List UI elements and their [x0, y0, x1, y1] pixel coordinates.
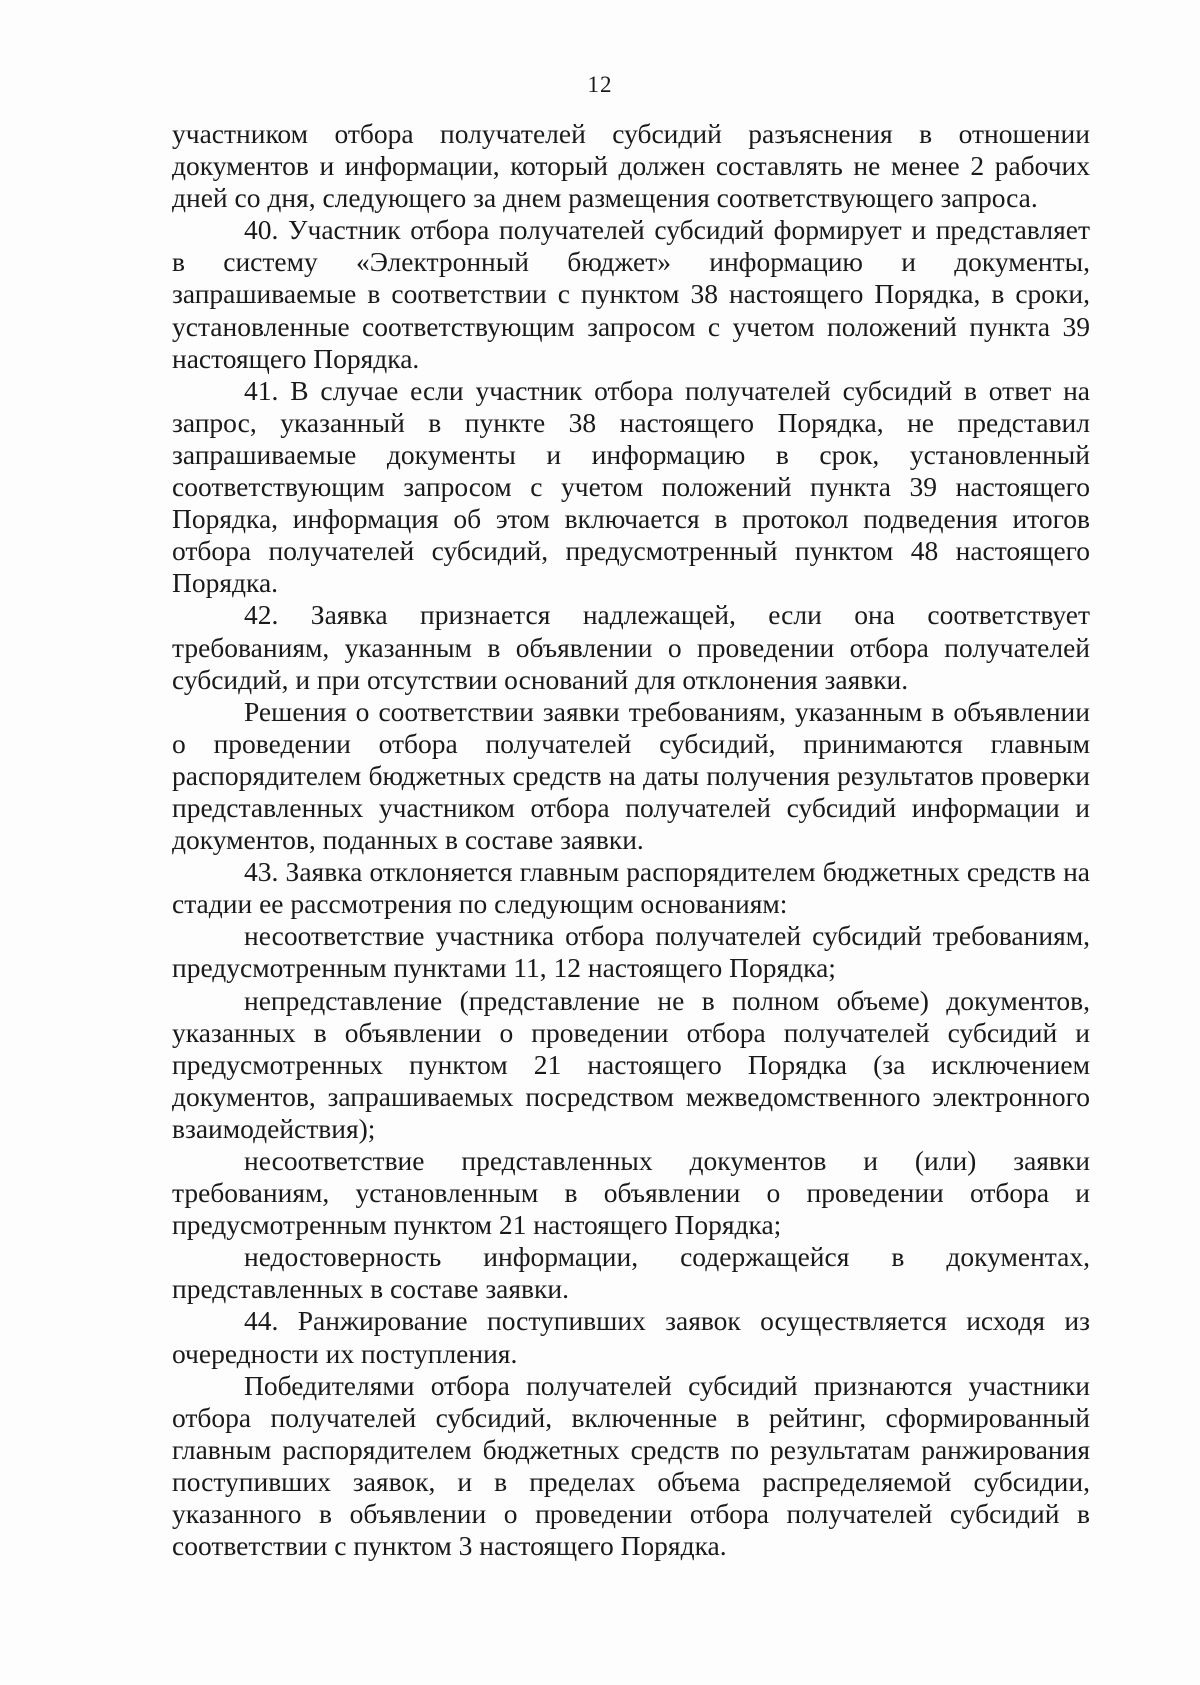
- page-number: 12: [587, 72, 613, 97]
- paragraph-item-44-winners: Победителями отбора получателей субсидий признаются участники отбора получателей субсидий, включенные в рейтинг, сформированный главным распорядителем бюджетных средств по результатам ранжирования поступивших заявок, и в пределах объема распределяемой субсидии, указанного в объявлении о проведении отбора получателей субсидий в соответствии с пунктом 3 настоящего Порядка.: [172, 1369, 1090, 1562]
- paragraph-item-44: 44. Ранжирование поступивших заявок осуществляется исходя из очередности их поступления.: [172, 1305, 1090, 1369]
- paragraph-item-42-decisions: Решения о соответствии заявки требованиям, указанным в объявлении о проведении отбора получателей субсидий, принимаются главным распорядителем бюджетных средств на даты получения результатов проверки представленных участником отбора получателей субсидий информации и документов, поданных в составе заявки.: [172, 695, 1090, 856]
- paragraph-item-43-ground-1: несоответствие участника отбора получателей субсидий требованиям, предусмотренным пунктами 11, 12 настоящего Порядка;: [172, 920, 1090, 984]
- paragraph-item-43: 43. Заявка отклоняется главным распорядителем бюджетных средств на стадии ее рассмотрения по следующим основаниям:: [172, 856, 1090, 920]
- paragraph-item-43-ground-4: недостоверность информации, содержащейся в документах, представленных в составе заявки.: [172, 1241, 1090, 1305]
- paragraph-continuation: участником отбора получателей субсидий разъяснения в отношении документов и информации, который должен составлять не менее 2 рабочих дней со дня, следующего за днем размещения соответствующего запроса.: [172, 118, 1090, 214]
- paragraph-item-41: 41. В случае если участник отбора получателей субсидий в ответ на запрос, указанный в пункте 38 настоящего Порядка, не представил запрашиваемые документы и информацию в срок, установленный соответствующим запросом с учетом положений пункта 39 настоящего Порядка, информация об этом включается в протокол подведения итогов отбора получателей субсидий, предусмотренный пунктом 48 настоящего Порядка.: [172, 374, 1090, 599]
- document-body: [172, 118, 1090, 1562]
- paragraph-item-42: 42. Заявка признается надлежащей, если она соответствует требованиям, указанным в объявлении о проведении отбора получателей субсидий, и при отсутствии оснований для отклонения заявки.: [172, 599, 1090, 695]
- paragraph-item-43-ground-2: непредставление (представление не в полном объеме) документов, указанных в объявлении о проведении отбора получателей субсидий и предусмотренных пунктом 21 настоящего Порядка (за исключением документов, запрашиваемых посредством межведомственного электронного взаимодействия);: [172, 984, 1090, 1144]
- paragraph-item-43-ground-3: несоответствие представленных документов и (или) заявки требованиям, установленным в объявлении о проведении отбора и предусмотренным пунктом 21 настоящего Порядка;: [172, 1145, 1090, 1241]
- paragraph-item-40: 40. Участник отбора получателей субсидий формирует и представляет в систему «Электронный бюджет» информацию и документы, запрашиваемые в соответствии с пунктом 38 настоящего Порядка, в сроки, установленные соответствующим запросом с учетом положений пункта 39 настоящего Порядка.: [172, 214, 1090, 374]
